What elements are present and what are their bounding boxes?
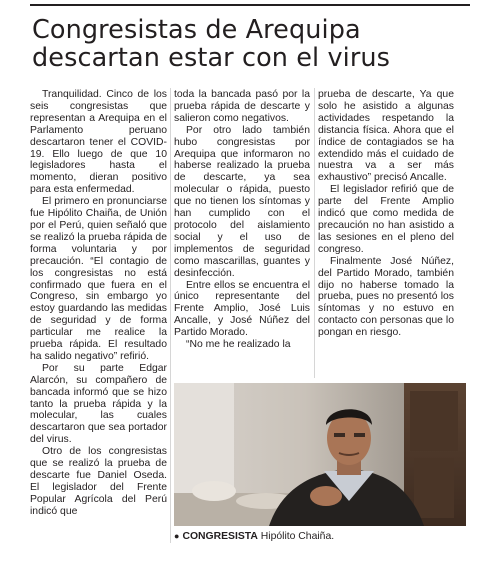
- paragraph: Finalmente José Núñez, del Partido Morado, también dijo no haberse tomado la prueba, pues no presentó los síntomas y no estuvo en contacto con personas que lo pongan en riesgo.: [318, 255, 454, 339]
- caption-label: CONGRESISTA: [182, 531, 258, 542]
- paragraph: Tranquilidad. Cinco de los seis congresistas que representan a Arequipa en el Parlamento peruano descartaron tener el COVID-19. Ello luego de que 10 legisladores hasta el momento, dieran positivo para esta enfermedad.: [30, 89, 167, 196]
- column-3: [318, 89, 454, 339]
- paragraph: prueba de descarte, Ya que solo he asistido a algunas actividades respetando la distancia física. Ahora que el índice de contagiados se ha extendido más el cuidado de nuestra va a ser más exhaustivo” precisó Ancalle.: [318, 89, 454, 184]
- column-1: [30, 89, 167, 518]
- headline: Congresistas de Arequipa descartan estar con el virus: [32, 15, 391, 73]
- paragraph: Por otro lado también hubo congresistas por Arequipa que informaron no haberse realizado la prueba de descarte, ya sea molecular o rápida, puesto que no tienen los síntomas y han cumplido con el protocolo del aislamiento social y el uso de implementos de seguridad como mascarillas, guantes y desinfección.: [174, 124, 310, 279]
- paragraph: “No me he realizado la: [186, 339, 291, 351]
- photo-caption: [174, 530, 474, 543]
- paragraph: toda la bancada pasó por la prueba rápida de descarte y salieron como negativos.: [174, 89, 310, 124]
- paragraph: Entre ellos se encuentra el único representante del Frente Amplio, José Luis Ancalle, y José Núñez del Partido Morado.: [174, 279, 310, 339]
- paragraph: El legislador refirió que de parte del Frente Amplio indicó que como medida de precaución no han asistido a las sesiones en el pleno del congreso.: [318, 184, 454, 255]
- column-divider: [170, 88, 171, 543]
- paragraph: Por su parte Edgar Alarcón, su compañero de bancada informó que se hizo tanto la prueba rápida y la molecular, las cuales descartaron que sea portador del virus.: [30, 362, 167, 446]
- caption-bullet: ●: [174, 531, 180, 541]
- photo-hipolito-chaina: [174, 383, 466, 526]
- paragraph: El primero en pronunciarse fue Hipólito Chaiña, de Unión por el Perú, quien señaló que se realizó la prueba rápida de forma voluntaria y por precaución. “El contagio de los congresistas no está confirmado que fuera en el Congreso, sin embargo yo estoy guardando las medidas de seguridad y de forma particular me realice la prueba rápida. El resultado ha salido negativo” refirió.: [30, 196, 167, 362]
- column-2: [174, 89, 310, 351]
- top-rule: [30, 4, 470, 6]
- paragraph: Otro de los congresistas que se realizó la prueba de descarte fue Daniel Oseda. El legislador del Frente Popular Agrícola del Perú indicó que: [30, 446, 167, 517]
- caption-name: Hipólito Chaiña.: [260, 531, 335, 542]
- column-divider: [314, 88, 315, 378]
